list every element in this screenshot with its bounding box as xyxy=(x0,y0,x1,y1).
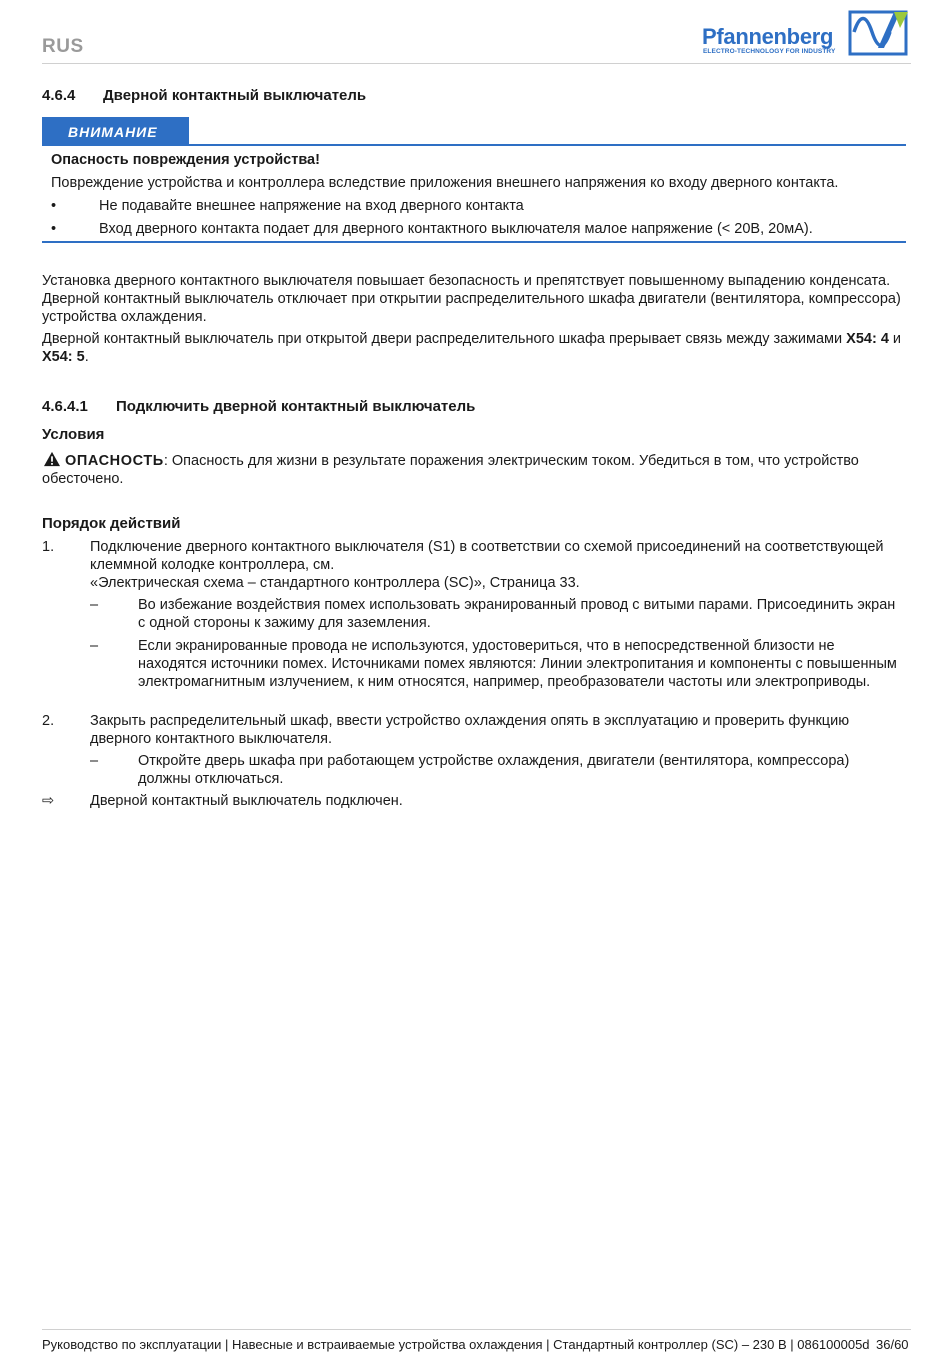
procedure-label: Порядок действий xyxy=(42,515,181,532)
substep-text: Во избежание воздействия помех использовать экранированный провод с витыми парами. Присоединить экран с одной стороны к зажиму для заземления. xyxy=(138,597,896,631)
step-text-main: Подключение дверного контактного выключателя (S1) в соответствии со схемой присоединений на соответствующей клеммной колодке контроллера, см. xyxy=(90,539,884,573)
danger-text: : Опасность для жизни в результате поражения электрическим током. Убедиться в том, что устройство обесточено. xyxy=(42,453,859,487)
logo-tagline: ELECTRO-TECHNOLOGY FOR INDUSTRY xyxy=(703,48,836,55)
logo-wordmark: Pfannenberg xyxy=(702,24,834,49)
step-number: 1. xyxy=(42,539,55,555)
intro-paragraph: Установка дверного контактного выключателя повышает безопасность и препятствует повышенному выпадению конденсата. Дверной контактный выключатель отключает при открытии распределительного шкафа двигатели (вентилятора, компрессора) устройства охлаждения. xyxy=(42,273,901,325)
notice-text: Повреждение устройства и контроллера вследствие приложения внешнего напряжения ко входу дверного контакта. xyxy=(51,175,839,191)
notice-top-rule xyxy=(42,144,906,146)
dash-symbol: – xyxy=(90,597,99,613)
subsection-number: 4.6.4.1 xyxy=(42,398,88,415)
section-title: Дверной контактный выключатель xyxy=(103,87,367,104)
language-label: RUS xyxy=(42,36,84,57)
notice-bullet-text: Не подавайте внешнее напряжение на вход дверного контакта xyxy=(99,198,524,214)
bullet-symbol: • xyxy=(51,221,57,237)
footer-divider xyxy=(42,1329,911,1330)
header-divider xyxy=(42,63,911,64)
substep-text: Если экранированные провода не используются, удостовериться, что в непосредственной близости не находятся источники помех. Источниками помех являются: Линии электропитания и компоненты с повышенным электромагнитным излучением, к ним относятся, например, преобразователи частоты или электроприводы. xyxy=(138,638,897,690)
step-number: 2. xyxy=(42,713,55,729)
conditions-label: Условия xyxy=(42,426,105,443)
footer-text: Руководство по эксплуатации | Навесные и встраиваемые устройства охлаждения | Стандартный контроллер (SC) – 230 В | 086100005d xyxy=(42,1337,870,1352)
bullet-symbol: • xyxy=(51,198,57,214)
notice-title: Опасность повреждения устройства! xyxy=(51,152,320,168)
dash-symbol: – xyxy=(90,753,99,769)
result-text: Дверной контактный выключатель подключен. xyxy=(90,793,403,809)
danger-keyword: ОПАСНОСТЬ xyxy=(65,453,164,469)
terminal-paragraph-end: . xyxy=(84,349,89,365)
terminal-paragraph xyxy=(42,330,912,366)
section-number: 4.6.4 xyxy=(42,87,76,104)
substep-text: Откройте дверь шкафа при работающем устройстве охлаждения, двигатели (вентилятора, компрессора) должны отключаться. xyxy=(138,753,850,787)
notice-bottom-rule xyxy=(42,241,906,243)
terminal-x54-5: X54: 5 xyxy=(42,349,85,365)
notice-tab xyxy=(42,117,189,145)
notice-bullet-text: Вход дверного контакта подает для дверного контактного выключателя малое напряжение (< 20В, 20мА). xyxy=(99,221,813,237)
step-text: Закрыть распределительный шкаф, ввести устройство охлаждения опять в эксплуатацию и проверить функцию дверного контактного выключателя. xyxy=(90,713,850,747)
step-text xyxy=(90,538,910,592)
result-arrow-icon: ⇨ xyxy=(42,793,55,809)
logo-mark-icon xyxy=(848,8,910,56)
terminal-paragraph-text: Дверной контактный выключатель при открытой двери распределительного шкафа прерывает связь между зажимами xyxy=(42,331,847,347)
terminal-paragraph-conj: и xyxy=(888,331,902,347)
notice-tab-label: ВНИМАНИЕ xyxy=(68,124,158,140)
subsection-title: Подключить дверной контактный выключатель xyxy=(116,398,476,415)
subsection-heading xyxy=(42,398,475,415)
danger-notice xyxy=(42,451,902,488)
step-cross-reference: «Электрическая схема – стандартного контроллера (SC)», Страница 33. xyxy=(90,575,580,591)
company-logo xyxy=(700,8,912,58)
warning-triangle-icon xyxy=(42,451,62,467)
page-number: 36/60 xyxy=(876,1337,909,1352)
dash-symbol: – xyxy=(90,638,99,654)
section-heading xyxy=(42,87,366,104)
terminal-x54-4: X54: 4 xyxy=(846,331,889,347)
